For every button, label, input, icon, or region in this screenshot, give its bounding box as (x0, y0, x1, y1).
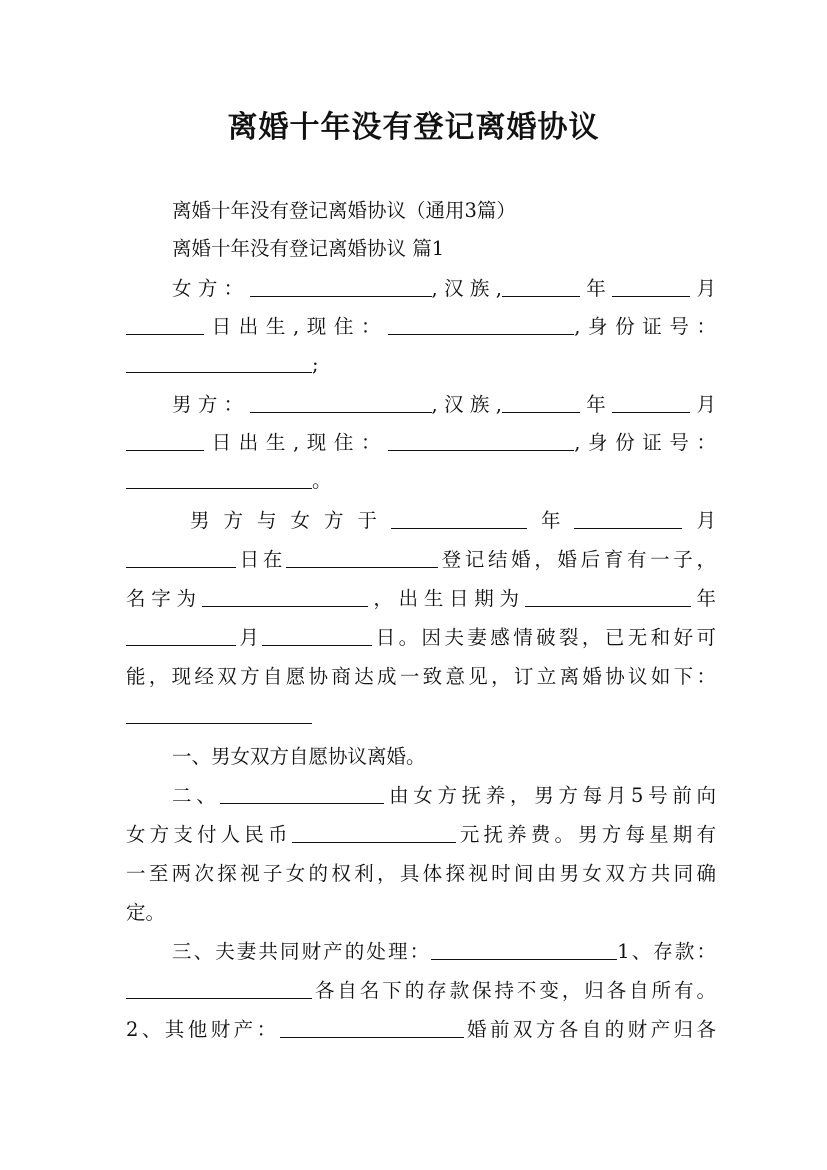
agreement-blank (126, 701, 312, 724)
marriage-year-blank (391, 506, 527, 529)
marriage-line-3 (126, 580, 716, 618)
marriage-breakdown-text: 日。因夫妻感情破裂，已无和好可 (372, 626, 716, 649)
clause-2-line-2 (126, 816, 716, 854)
female-born-label: 日出生,现住： (204, 315, 389, 338)
female-end: ; (312, 353, 319, 376)
male-month-blank (612, 390, 690, 413)
clause-3-other-label: 2、其他财产： (126, 1018, 280, 1041)
female-year-label: 年 (579, 277, 613, 300)
child-month-label: 月 (236, 626, 263, 649)
male-year-label: 年 (579, 393, 613, 416)
marriage-day-blank (126, 545, 236, 568)
clause-1: 一、男女双方自愿协议离婚。 (172, 745, 426, 768)
female-address-blank (388, 312, 574, 335)
marriage-place-blank (286, 545, 438, 568)
child-name-blank (202, 584, 368, 607)
marriage-line-1 (126, 502, 716, 540)
female-line-3 (126, 346, 716, 384)
clause-3-line-1 (126, 933, 716, 971)
marriage-line-5: 能，现经双方自愿协商达成一致意见，订立离婚协议如下： (126, 665, 716, 688)
clause-2-line-3: 一至两次探视子女的权利，具体探视时间由男女双方共同确 (126, 862, 716, 885)
child-month-blank (126, 623, 236, 646)
clause-2-line-1 (126, 777, 716, 815)
document-title: 离婚十年没有登记离婚协议 (227, 110, 600, 145)
child-birth-blank (525, 584, 691, 607)
child-year-label: 年 (690, 587, 716, 610)
male-address-blank (388, 428, 574, 451)
marriage-line-2 (126, 541, 716, 579)
clause-3-other-text: 婚前双方各自的财产归各 (463, 1018, 716, 1041)
clause-3-deposit-text: 各自名下的存款保持不变，归各自所有。 (312, 979, 716, 1002)
clause-3-line-3 (126, 1011, 716, 1049)
marriage-day-label: 日在 (236, 548, 286, 571)
marriage-intro: 男方与女方于 (190, 509, 391, 532)
marriage-year-label: 年 (526, 509, 575, 532)
marriage-line-4 (126, 619, 716, 657)
child-name-label: 名字为 (126, 587, 202, 610)
custody-blank (220, 781, 384, 804)
marriage-month-blank (574, 506, 682, 529)
male-line-3 (126, 462, 716, 500)
female-day-blank (126, 312, 204, 335)
clause-2-text-1: 由女方抚养，男方每月5号前向 (384, 784, 716, 807)
male-id-label: ,身份证号： (574, 431, 716, 454)
male-day-blank (126, 428, 204, 451)
clause-3-deposit-label: 1、存款： (617, 940, 716, 963)
female-id-label: ,身份证号： (574, 315, 716, 338)
marriage-registered-text: 登记结婚，婚后育有一子， (438, 548, 716, 571)
female-name-blank (250, 274, 432, 297)
female-month-label: 月 (690, 277, 716, 300)
female-label: 女方： (172, 277, 250, 300)
male-month-label: 月 (690, 393, 716, 416)
clause-2-text-2: 元抚养费。男方每星期有 (455, 823, 716, 846)
other-property-blank (280, 1015, 464, 1038)
female-line-1 (126, 270, 716, 308)
property-blank (431, 937, 617, 960)
marriage-line-6 (126, 697, 716, 735)
child-birth-label: ，出生日期为 (367, 587, 525, 610)
deposit-blank (126, 976, 312, 999)
female-line-2 (126, 308, 716, 346)
male-born-label: 日出生,现住： (204, 431, 389, 454)
male-name-blank (250, 390, 432, 413)
male-line-1 (126, 386, 716, 424)
male-id-blank (126, 466, 312, 489)
female-nation: ,汉族, (431, 277, 502, 300)
male-line-2 (126, 424, 716, 462)
male-nation: ,汉族, (431, 393, 502, 416)
subtitle: 离婚十年没有登记离婚协议（通用3篇） (172, 199, 516, 222)
clause-3-heading: 三、夫妻共同财产的处理： (172, 940, 432, 963)
female-month-blank (612, 274, 690, 297)
female-year-blank (502, 274, 580, 297)
child-day-blank (262, 623, 372, 646)
female-id-blank (126, 350, 312, 373)
male-year-blank (502, 390, 580, 413)
section-heading: 离婚十年没有登记离婚协议 篇1 (172, 237, 445, 260)
marriage-month-label: 月 (682, 509, 716, 532)
male-end: 。 (312, 469, 332, 492)
clause-3-line-2 (126, 972, 716, 1010)
support-amount-blank (292, 820, 456, 843)
clause-2-prefix: 二、 (172, 784, 221, 807)
clause-2-line-4: 定。 (126, 901, 166, 924)
clause-2-payment-label: 女方支付人民币 (126, 823, 292, 846)
male-label: 男方： (172, 393, 250, 416)
